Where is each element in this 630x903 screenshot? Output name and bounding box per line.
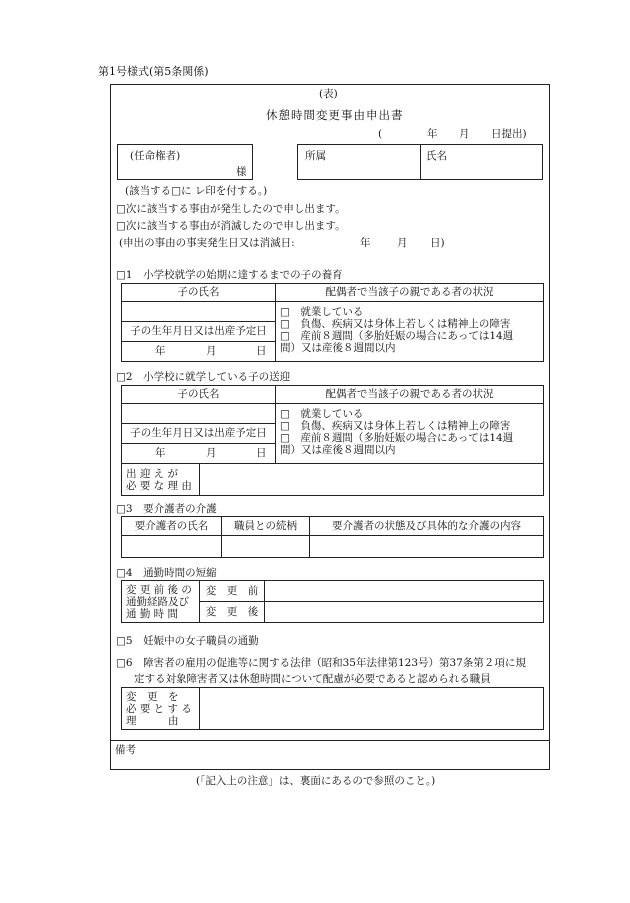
change-reason-label: 変 更 を 必 要 と す る 理 由 <box>122 688 200 730</box>
child-name-field-2[interactable] <box>122 404 276 424</box>
section-1-checkbox[interactable]: □1 小学校就学の始期に達するまでの子の養育 <box>116 269 343 281</box>
section-2-checkbox[interactable]: □2 小学校に就学している子の送迎 <box>116 371 291 383</box>
commute-after-field[interactable] <box>265 602 544 623</box>
checkbox-occurred[interactable]: □次に該当する事由が発生したので申し出ます。 <box>116 203 346 215</box>
remarks-divider <box>110 740 550 741</box>
checkbox-ceased[interactable]: □次に該当する事由が消滅したので申し出ます。 <box>116 220 346 232</box>
omote-label: (表) <box>319 88 338 100</box>
spouse-status-options[interactable]: □ 就業している □ 負傷、疾病又は身体上若しくは精神上の障害 □ 産前８週間（多胎妊娠の場合にあっては14週 間）又は産後８週間以内 <box>276 302 544 362</box>
commute-label: 変 更 前 後 の 通勤経路及び 通 勤 時 間 <box>122 581 200 623</box>
commute-before-field[interactable] <box>265 581 544 602</box>
footer-note: (「記入上の注意」は、裏面にあるので参照のこと。) <box>196 775 436 787</box>
section-3-checkbox[interactable]: □3 要介護者の介護 <box>116 503 217 515</box>
pickup-reason-label: 出 迎 え が 必 要 な 理 由 <box>122 464 200 496</box>
form-title: 休憩時間変更事由申出書 <box>266 108 404 122</box>
affiliation-label: 所属 <box>305 150 326 162</box>
birth-date-field[interactable]: 年 月 日 <box>122 342 276 362</box>
section-5-checkbox[interactable]: □5 妊娠中の女子職員の通勤 <box>116 635 259 647</box>
name-label: 氏名 <box>426 150 447 162</box>
change-reason-field[interactable] <box>200 688 544 730</box>
section-4-checkbox[interactable]: □4 通勤時間の短縮 <box>116 567 217 579</box>
section-6-checkbox[interactable]: □6 障害者の雇用の促進等に関する法律（昭和35年法律第123号）第37条第２項に規 <box>116 657 526 669</box>
section-6-title-cont: 定する対象障害者又は休憩時間について配慮が必要であると認められる職員 <box>134 673 491 685</box>
care-details-field[interactable] <box>310 536 544 558</box>
birth-date-field-2[interactable]: 年 月 日 <box>122 444 276 464</box>
section-1-table <box>121 283 544 362</box>
appointer-box[interactable]: (任命権者) 様 <box>117 144 253 180</box>
section-4-table: 変 更 前 後 の 通勤経路及び 通 勤 時 間 変 更 前 変 更 後 <box>121 580 544 623</box>
child-name-field[interactable] <box>122 302 276 322</box>
section-3-table: 要介護者の氏名 職員との続柄 要介護者の状態及び具体的な介護の内容 <box>121 516 544 558</box>
pickup-reason-field[interactable] <box>200 464 544 496</box>
relationship-field[interactable] <box>222 536 310 558</box>
form-number: 第1号様式(第5条関係) <box>98 65 209 78</box>
child-name-header: 子の氏名 <box>122 284 276 302</box>
birth-date-label: 子の生年月日又は出産予定日 <box>122 322 276 342</box>
remarks-label: 備考 <box>115 744 136 756</box>
instruction-note: (該当する□に レ印を付する。) <box>125 185 268 197</box>
spouse-status-options-2[interactable]: □ 就業している □ 負傷、疾病又は身体上若しくは精神上の障害 □ 産前８週間（多胎妊娠の場合にあっては14週 間）又は産後８週間以内 <box>276 404 544 464</box>
section-2-table: 子の氏名 配偶者で当該子の親である者の状況 □ 就業している □ 負傷、疾病又は身体上若しくは精神上の障害 □ 産前８週間（多胎妊娠の場合にあっては14週 間）又は産後８週間以内 子の生年月日又は出産予定日 年 月 日 出 迎 え が 必 要 な 理 由 <box>121 385 544 496</box>
section-6-table <box>121 687 544 730</box>
care-recipient-name-field[interactable] <box>122 536 222 558</box>
affiliation-name-box[interactable] <box>297 144 543 180</box>
spouse-status-header: 配偶者で当該子の親である者の状況 <box>276 284 544 302</box>
